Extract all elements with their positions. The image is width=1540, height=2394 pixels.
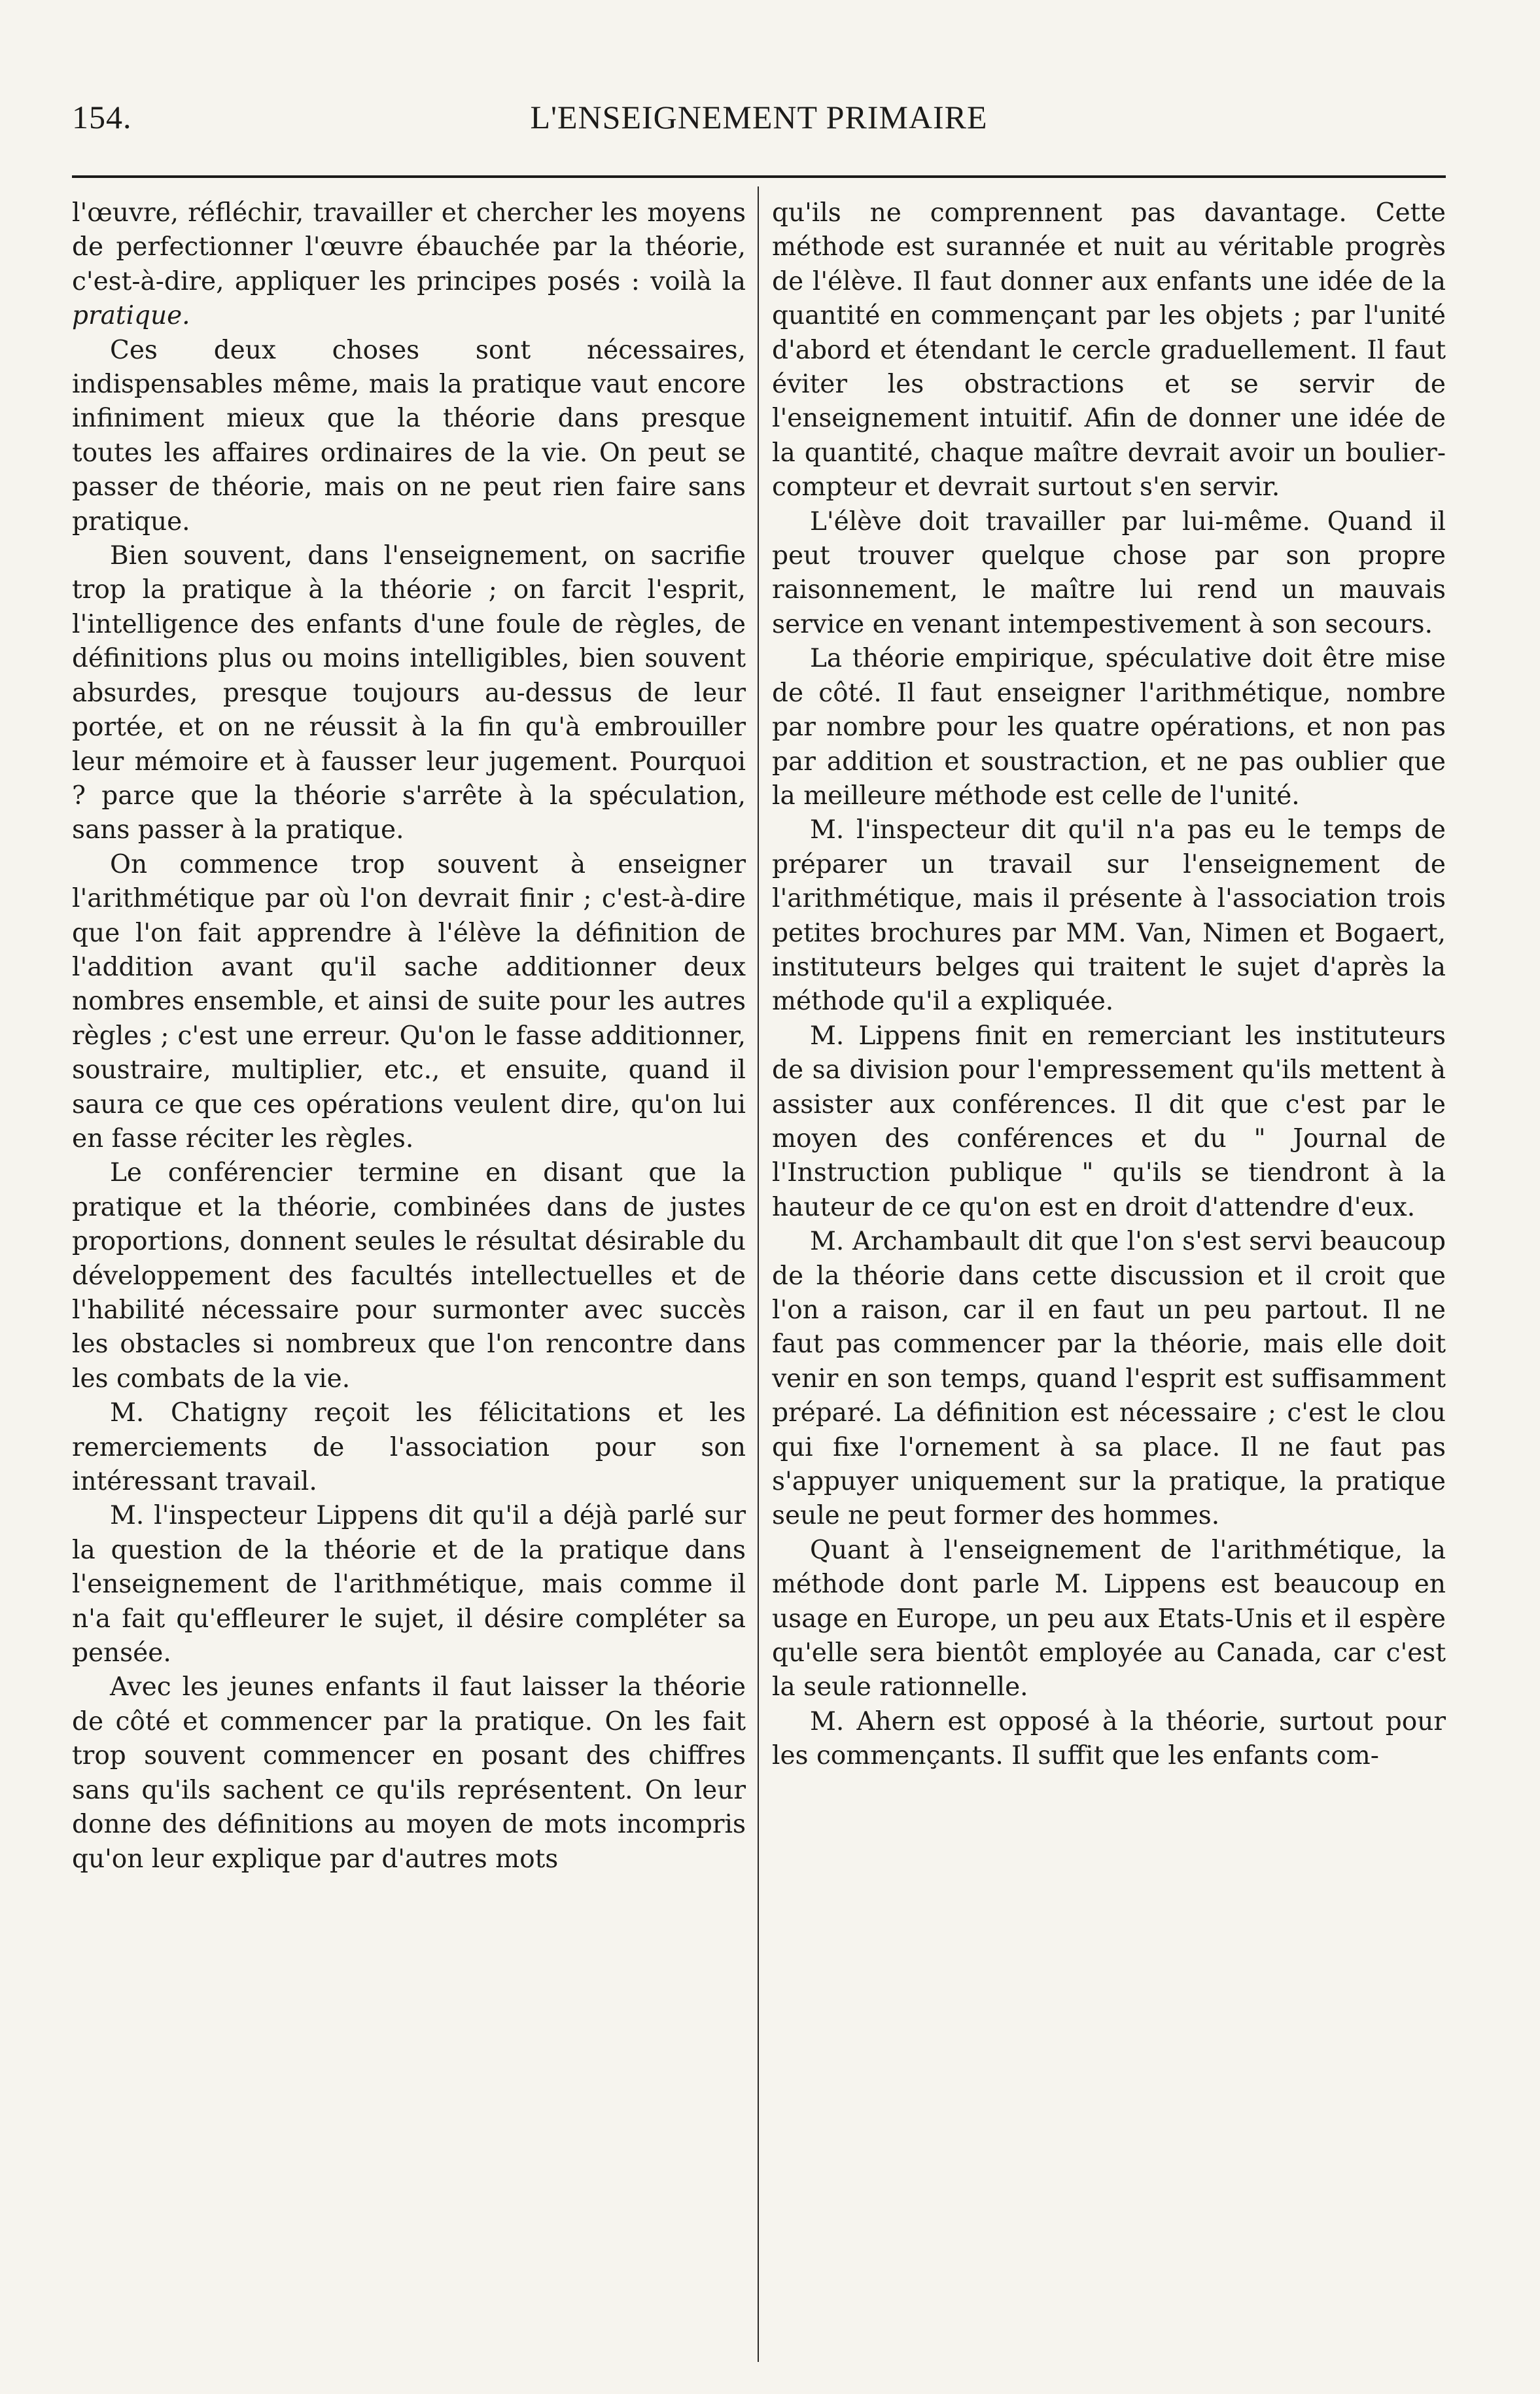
emphasis: pratique. (72, 301, 190, 331)
paragraph: qu'ils ne comprennent pas davantage. Cette méthode est surannée et nuit au véritable progrès de l'élève. Il faut donner aux enfants une idée de la quantité en commençant par les objets ; par l'unité d'abord et étendant le cercle graduellement. Il faut éviter les obstractions et se servir de l'enseignement intuitif. Afin de donner une idée de la quantité, chaque maître devrait avoir un boulier-compteur et devrait surtout s'en servir. (772, 198, 1446, 502)
page-header (72, 98, 1446, 150)
paragraph: l'œuvre, réfléchir, travailler et chercher les moyens de perfectionner l'œuvre ébauchée par la théorie, c'est-à-dire, appliquer les principes posés : voilà la pratique. (72, 198, 746, 331)
paragraph: M. Chatigny reçoit les félicitations et les remerciements de l'association pour son intéressant travail. (72, 1398, 746, 1497)
paragraph: L'élève doit travailler par lui-même. Quand il peut trouver quelque chose par son propre raisonnement, le maître lui rend un mauvais service en venant intempestivement à son secours. (772, 506, 1446, 639)
header-rule (72, 175, 1446, 178)
paragraph: Bien souvent, dans l'enseignement, on sacrifie trop la pratique à la théorie ; on farcit l'esprit, l'intelligence des enfants d'une foule de règles, de définitions plus ou moins intelligibles, bien souvent absurdes, presque toujours au-dessus de leur portée, et on ne réussit à la fin qu'à embrouiller leur mémoire et à fausser leur jugement. Pourquoi ? parce que la théorie s'arrête à la spéculation, sans passer à la pratique. (72, 541, 746, 845)
paragraph: M. Ahern est opposé à la théorie, surtout pour les commençants. Il suffit que les enfants com- (772, 1706, 1446, 1771)
left-column (72, 196, 746, 1876)
paragraph: Le conférencier termine en disant que la pratique et la théorie, combinées dans de justes proportions, donnent seules le résultat désirable du développement des facultés intellectuelles et de l'habilité nécessaire pour surmonter avec succès les obstacles si nombreux que l'on rencontre dans les combats de la vie. (72, 1158, 746, 1394)
running-title: L'ENSEIGNEMENT PRIMAIRE (530, 99, 988, 135)
page-number: 154. (72, 99, 132, 135)
paragraph: La théorie empirique, spéculative doit être mise de côté. Il faut enseigner l'arithmétique, nombre par nombre pour les quatre opérations, et non pas par addition et soustraction, et ne pas oublier que la meilleure méthode est celle de l'unité. (772, 644, 1446, 811)
paragraph: Quant à l'enseignement de l'arithmétique, la méthode dont parle M. Lippens est beaucoup en usage en Europe, un peu aux Etats-Unis et il espère qu'elle sera bientôt employée au Canada, car c'est la seule rationnelle. (772, 1535, 1446, 1702)
column-divider (758, 186, 759, 2362)
paragraph: Ces deux choses sont nécessaires, indispensables même, mais la pratique vaut encore infiniment mieux que la théorie dans presque toutes les affaires ordinaires de la vie. On peut se passer de théorie, mais on ne peut rien faire sans pratique. (72, 335, 746, 537)
paragraph: Avec les jeunes enfants il faut laisser la théorie de côté et commencer par la pratique. On les fait trop souvent commencer en posant des chiffres sans qu'ils sachent ce qu'ils représentent. On leur donne des définitions au moyen de mots incompris qu'on leur explique par d'autres mots (72, 1672, 746, 1874)
paragraph: M. l'inspecteur Lippens dit qu'il a déjà parlé sur la question de la théorie et de la pratique dans l'enseignement de l'arithmétique, mais comme il n'a fait qu'effleurer le sujet, il désire compléter sa pensée. (72, 1501, 746, 1668)
paragraph: M. l'inspecteur dit qu'il n'a pas eu le temps de préparer un travail sur l'enseignement de l'arithmétique, mais il présente à l'association trois petites brochures par MM. Van, Nimen et Bogaert, instituteurs belges qui traitent le sujet d'après la méthode qu'il a expliquée. (772, 815, 1446, 1017)
paragraph: M. Lippens finit en remerciant les instituteurs de sa division pour l'empressement qu'ils mettent à assister aux conférences. Il dit que c'est par le moyen des conférences et du " Journal de l'Instruction publique " qu'ils se tiendront à la hauteur de ce qu'on est en droit d'attendre d'eux. (772, 1021, 1446, 1222)
paragraph: On commence trop souvent à enseigner l'arithmétique par où l'on devrait finir ; c'est-à-dire que l'on fait apprendre à l'élève la définition de l'addition avant qu'il sache additionner deux nombres ensemble, et ainsi de suite pour les autres règles ; c'est une erreur. Qu'on le fasse additionner, soustraire, multiplier, etc., et ensuite, quand il saura ce que ces opérations veulent dire, qu'on lui en fasse réciter les règles. (72, 849, 746, 1153)
right-column (772, 196, 1446, 1774)
paragraph: M. Archambault dit que l'on s'est servi beaucoup de la théorie dans cette discussion et il croit que l'on a raison, car il en faut un peu partout. Il ne faut pas commencer par la théorie, mais elle doit venir en son temps, quand l'esprit est suffisamment préparé. La définition est nécessaire ; c'est le clou qui fixe l'ornement à sa place. Il ne faut pas s'appuyer uniquement sur la pratique, la pratique seule ne peut former des hommes. (772, 1227, 1446, 1531)
